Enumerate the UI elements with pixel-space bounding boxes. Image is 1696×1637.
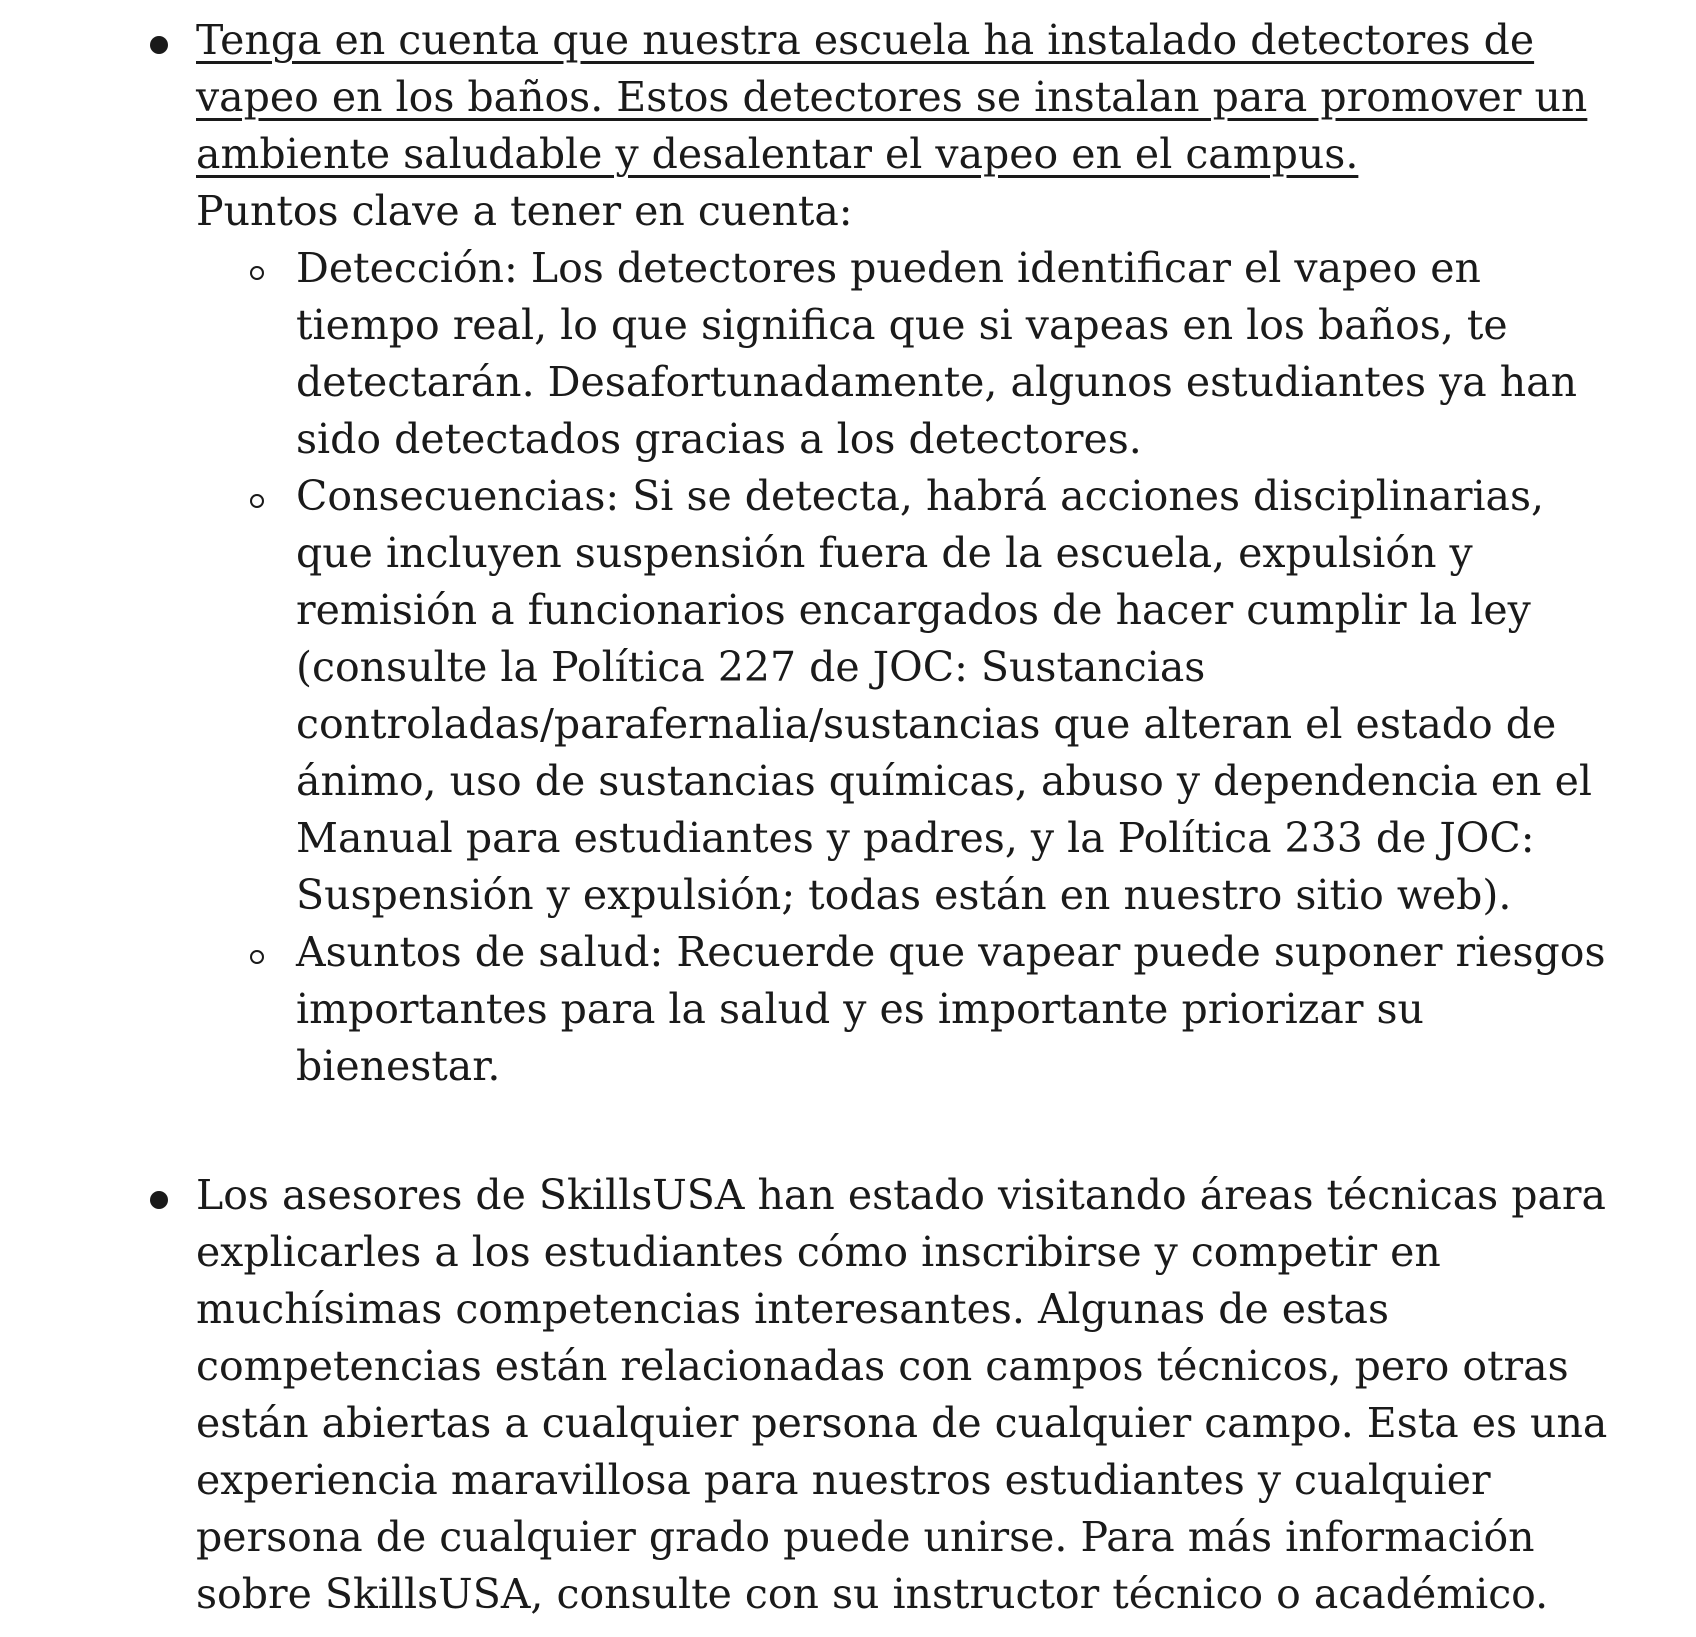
key-point-text: Detección: Los detectores pueden identificar el vapeo en tiempo real, lo que significa que si vapeas en los baños, te detectarán. Desafortunadamente, algunos estudiantes ya han sido detectados gracias a los detectores. — [296, 244, 1577, 463]
skillsusa-notice-item — [196, 1167, 1616, 1623]
key-point-detection — [196, 240, 1616, 468]
key-point-text: Asuntos de salud: Recuerde que vapear puede suponer riesgos importantes para la salud y es importante priorizar su bienestar. — [296, 928, 1606, 1090]
bullet-circle — [250, 950, 264, 964]
key-point-text: Consecuencias: Si se detecta, habrá acciones disciplinarias, que incluyen suspensión fuera de la escuela, expulsión y remisión a funcionarios encargados de hacer cumplir la ley (consulte la Política 227 de JOC: Sustancias controladas/parafernalia/sustancias que alteran el estado de ánimo, uso de sustancias químicas, abuso y dependencia en el Manual para estudiantes y padres, y la Política 233 de JOC: Suspensión y expulsión; todas están en nuestro sitio web). — [296, 472, 1592, 919]
key-point-consequences — [196, 468, 1616, 924]
bullet-dot — [150, 36, 168, 54]
bullet-circle — [250, 494, 264, 508]
bullet-dot — [150, 1191, 168, 1209]
key-point-health — [196, 924, 1616, 1095]
key-points-list — [196, 240, 1616, 1095]
skillsusa-notice-text: Los asesores de SkillsUSA han estado visitando áreas técnicas para explicarles a los estudiantes cómo inscribirse y competir en muchísimas competencias interesantes. Algunas de estas competencias están relacionadas con campos técnicos, pero otras están abiertas a cualquier persona de cualquier campo. Esta es una experiencia maravillosa para nuestros estudiantes y cualquier persona de cualquier grado puede unirse. Para más información sobre SkillsUSA, consulte con su instructor técnico o académico. — [196, 1171, 1608, 1618]
vaping-notice-intro: Tenga en cuenta que nuestra escuela ha instalado detectores de vapeo en los baños. Estos detectores se instalan para promover un ambiente saludable y desalentar el vapeo en el campus. — [196, 16, 1588, 178]
vaping-notice-item — [196, 12, 1616, 1095]
bullet-circle — [250, 266, 264, 280]
key-points-heading: Puntos clave a tener en cuenta: — [196, 187, 853, 235]
